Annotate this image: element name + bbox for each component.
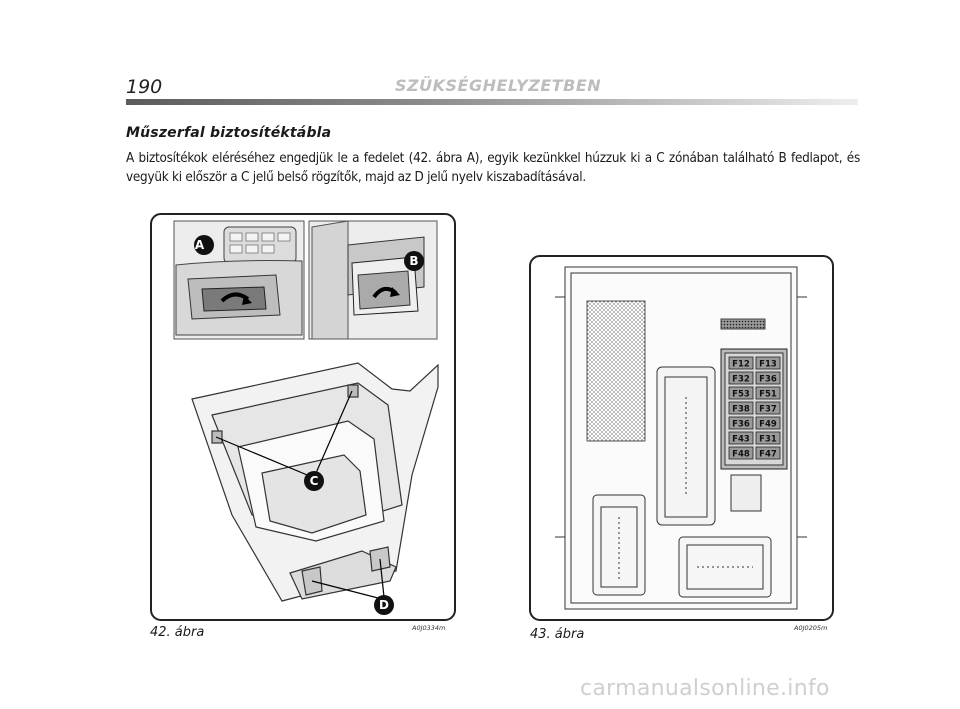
body-paragraph: A biztosítékok eléréséhez engedjük le a fedelet (42. ábra A), egyik kezünkkel húzzuk ki a C zónában található B fedlapot, és vegyük ki először a C jelű belső rögzítők, majd az D jelű nyelv kiszabadításával. — [126, 151, 860, 185]
fuse-label: F36 — [732, 419, 750, 430]
label-strip — [721, 319, 765, 329]
fuse-label: F13 — [759, 359, 777, 370]
fuse-label: F51 — [759, 389, 777, 400]
figure-42-illustration — [150, 213, 456, 621]
inset-lowered-cover — [174, 221, 304, 339]
callout-c-label: C — [309, 474, 319, 488]
inset-open-fusebox — [309, 221, 437, 339]
right-lower-connector — [679, 537, 771, 597]
center-connector — [657, 367, 715, 525]
callout-b-label: B — [409, 254, 419, 268]
fuse-label: F36 — [759, 374, 777, 385]
chapter-title: SZÜKSÉGHELYZETBEN — [395, 76, 602, 95]
page-number: 190 — [126, 76, 163, 98]
fuse-label: F49 — [759, 419, 777, 430]
callout-d-label: D — [379, 598, 389, 612]
watermark: carmanualsonline.info — [580, 676, 830, 701]
fuse-label: F38 — [732, 404, 750, 415]
figure-43-caption: 43. ábra — [530, 627, 585, 642]
fuse-label: F47 — [759, 449, 777, 460]
dashboard-drawer-drawing — [152, 215, 454, 619]
figure-43-code: A0J0205m — [794, 624, 828, 632]
figure-42-caption: 42. ábra — [150, 625, 205, 640]
section-title: Műszerfal biztosítéktábla — [126, 125, 332, 141]
fuse-box-drawing — [531, 257, 832, 619]
fuse-label: F32 — [732, 374, 750, 385]
fuse-label: F53 — [732, 389, 750, 400]
left-lower-connector — [593, 495, 645, 595]
relay — [731, 475, 761, 511]
fuse-label: F12 — [732, 359, 750, 370]
fuse-label: F48 — [732, 449, 750, 460]
callout-a-label: A — [194, 238, 205, 252]
fuse-label: F43 — [732, 434, 750, 445]
fuse-label: F31 — [759, 434, 777, 445]
hatched-area — [587, 301, 645, 441]
header-rule — [126, 99, 858, 105]
figure-43-illustration — [529, 255, 834, 621]
figure-42-code: A0J0334m — [412, 624, 446, 632]
fuse-label: F37 — [759, 404, 777, 415]
